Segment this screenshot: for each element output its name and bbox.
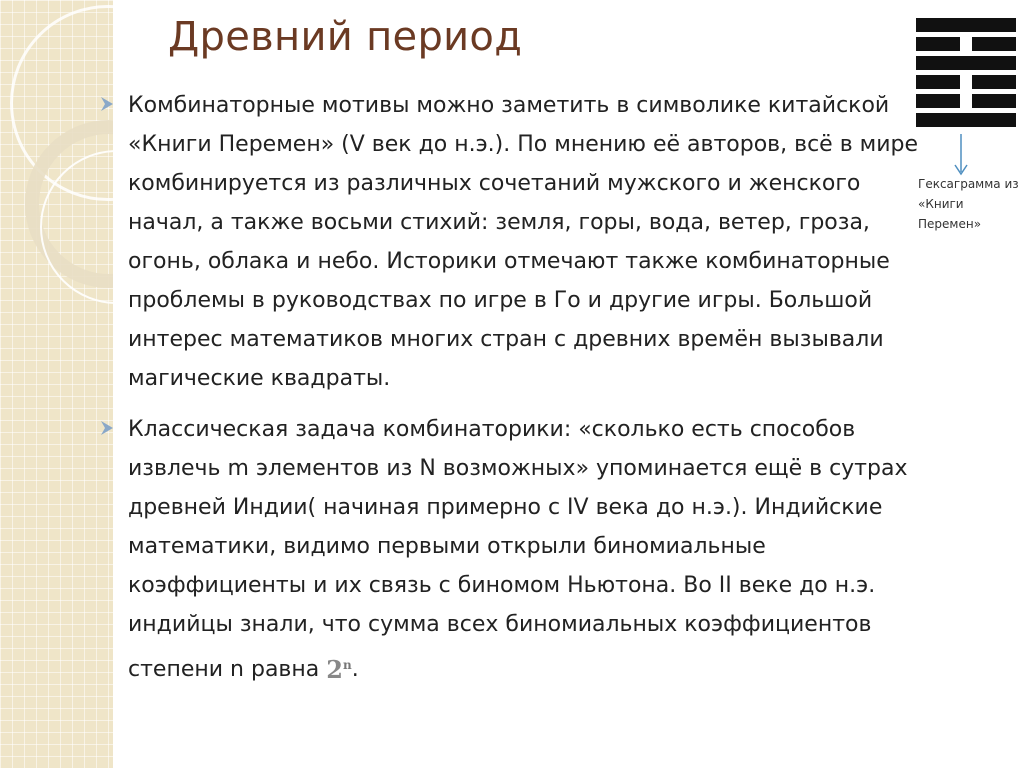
figure-caption: Гексаграмма из «Книги Перемен»	[918, 177, 1019, 231]
down-arrow-icon	[953, 134, 969, 176]
formula-exponent: n	[342, 658, 352, 672]
bullet-list	[100, 86, 930, 689]
power-formula	[326, 655, 351, 684]
decorative-side-panel	[0, 0, 113, 768]
hexagram-solid-line	[916, 18, 1016, 32]
hexagram-broken-line	[916, 94, 1016, 108]
hexagram-broken-line	[916, 37, 1016, 51]
hexagram-solid-line	[916, 113, 1016, 127]
arrow-bullet-icon	[100, 96, 114, 112]
hexagram-broken-line	[916, 75, 1016, 89]
formula-base: 2	[326, 655, 343, 684]
bullet-item	[100, 86, 930, 398]
bullet-item	[100, 410, 930, 689]
bullet-text: Комбинаторные мотивы можно заметить в символике китайской «Книги Перемен» (V век до н.э.). По мнению её авторов, всё в мире комбинируется из различных сочетаний мужского и женского начал, а также восьми стихий: земля, горы, вода, ветер, гроза, огонь, облака и небо. Историки отмечают также комбинаторные проблемы в руководствах по игре в Го и другие игры. Большой интерес математиков многих стран с древних времён вызывали магические квадраты.	[128, 93, 919, 391]
slide-title: Древний период	[168, 14, 523, 60]
hexagram-solid-line	[916, 56, 1016, 70]
bullet-text-end: .	[351, 657, 359, 682]
bullet-text: Классическая задача комбинаторики: «сколько есть способов извлечь m элементов из N возможных» упоминается ещё в сутрах древней Индии( начиная примерно с IV века до н.э.). Индийские математики, видимо первыми открыли биномиальные коэффициенты и их связь с биномом Ньютона. Во II веке до н.э. индийцы знали, что сумма всех биномиальных коэффициентов степени n равна	[128, 417, 908, 682]
hexagram-figure	[916, 18, 1016, 132]
arrow-bullet-icon	[100, 420, 114, 436]
